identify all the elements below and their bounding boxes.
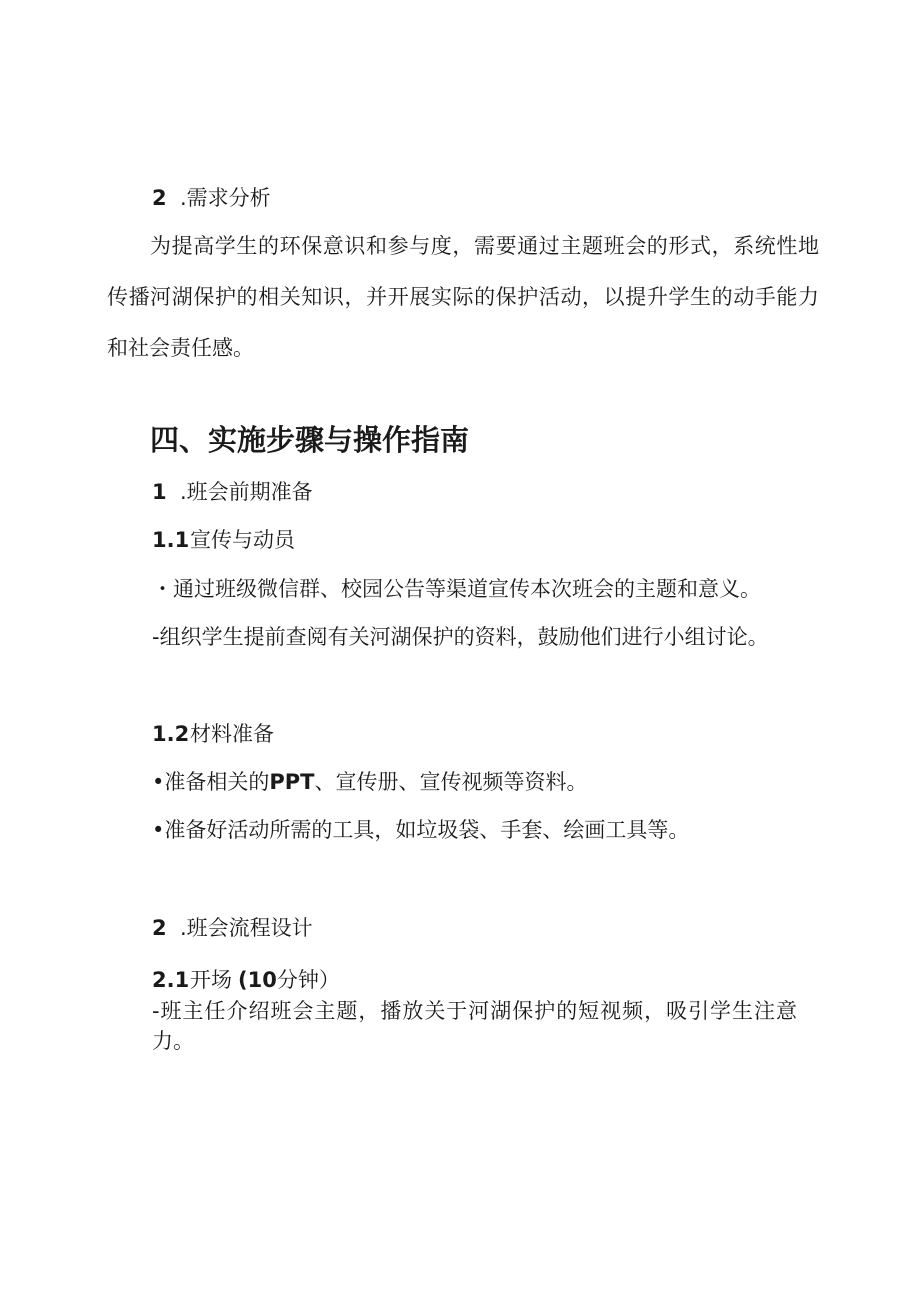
sub-1-2-number: 1.2 bbox=[152, 722, 190, 746]
sub-1-1-number: 1.1 bbox=[152, 528, 190, 552]
step-1-title: .班会前期准备 bbox=[180, 480, 313, 504]
sub-2-1-duration: (10 bbox=[238, 968, 277, 992]
sub-2-1-duration-unit: 分钟） bbox=[276, 968, 340, 992]
list-item: -组织学生提前查阅有关河湖保护的资料，鼓励他们进行小组讨论。 bbox=[152, 625, 769, 649]
sub-1-2-heading bbox=[152, 720, 274, 748]
chapter-title: 四、实施步骤与操作指南 bbox=[150, 423, 470, 457]
list-item bbox=[152, 768, 588, 796]
step-2-title: .班会流程设计 bbox=[180, 916, 313, 940]
section-heading-demand bbox=[152, 184, 271, 212]
list-item: ・通过班级微信群、校园公告等渠道宣传本次班会的主题和意义。 bbox=[152, 577, 761, 601]
sub-2-1-number: 2.1 bbox=[152, 968, 190, 992]
sub-2-1-heading bbox=[152, 966, 340, 994]
list-item: •准备好活动所需的工具，如垃圾袋、手套、绘画工具等。 bbox=[152, 818, 690, 842]
list-item-text: •准备相关的 bbox=[152, 770, 270, 794]
ppt-label: PPT bbox=[269, 770, 315, 794]
list-item-text: 、宣传册、宣传视频等资料。 bbox=[314, 770, 588, 794]
step-1-number: 1 bbox=[152, 480, 167, 504]
sub-1-1-heading bbox=[152, 526, 295, 554]
sub-2-1-title: 开场 bbox=[190, 968, 232, 992]
sub-1-2-title: 材料准备 bbox=[190, 722, 274, 746]
section-number: 2 bbox=[152, 186, 167, 210]
sub-1-1-title: 宣传与动员 bbox=[190, 528, 295, 552]
opening-paragraph: -班主任介绍班会主题，播放关于河湖保护的短视频，吸引学生注意力。 bbox=[152, 999, 797, 1053]
step-2-number: 2 bbox=[152, 916, 167, 940]
section-title: .需求分析 bbox=[180, 186, 271, 210]
demand-paragraph: 为提高学生的环保意识和参与度，需要通过主题班会的形式，系统性地传播河湖保护的相关知识，并开展实际的保护活动，以提升学生的动手能力和社会责任感。 bbox=[107, 234, 819, 360]
step-1-heading bbox=[152, 478, 313, 506]
step-2-heading bbox=[152, 914, 313, 942]
